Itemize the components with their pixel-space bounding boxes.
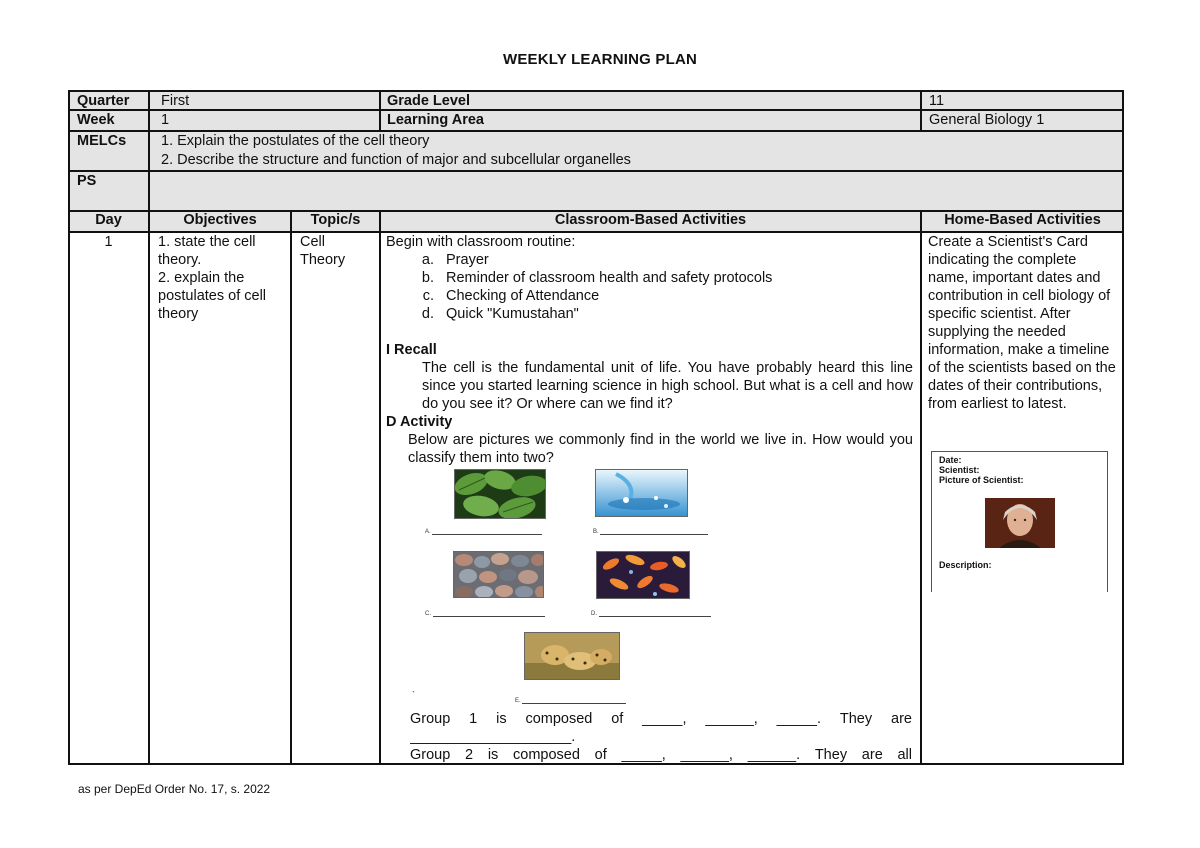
group1-sentence — [410, 710, 912, 728]
g2-word: is — [487, 747, 499, 763]
g1-word: is — [496, 711, 507, 727]
topics-text — [300, 233, 378, 269]
g2-word: are — [861, 747, 883, 763]
label-a-text: A. — [425, 529, 431, 535]
objectives-text — [158, 233, 288, 323]
col-classroom: Classroom-Based Activities — [554, 212, 747, 228]
g1-word: Group — [410, 711, 451, 727]
melcs-label: MELCs — [77, 133, 127, 149]
week-value: 1 — [161, 112, 170, 128]
recall-heading: I Recall — [386, 342, 437, 358]
g2-word: They — [814, 747, 848, 763]
col-day: Day — [95, 212, 122, 228]
objective-line: 2. explain the — [158, 270, 245, 286]
label-c — [425, 610, 545, 617]
card-picture-label: Picture of Scientist: — [939, 475, 1024, 485]
objective-line: theory — [158, 306, 199, 322]
g2-word: composed — [513, 747, 580, 763]
microbes-image — [596, 551, 690, 599]
card-description: Description: — [939, 560, 992, 570]
label-c-text: C. — [425, 611, 431, 617]
label-a — [425, 528, 542, 535]
page-title: WEEKLY LEARNING PLAN — [502, 51, 698, 68]
g1-word: _____. — [776, 711, 822, 727]
melc-2: 2. Describe the structure and function of major and subcellular organelles — [161, 152, 631, 168]
quarter-value: First — [161, 93, 190, 109]
topic-line: Theory — [300, 252, 346, 268]
routine-item: b. Reminder of classroom health and safety protocols — [438, 269, 913, 287]
g2-word: _____, — [621, 747, 666, 763]
cheetahs-image — [524, 632, 620, 680]
activity-text: Below are pictures we commonly find in the world we live in. How would you classify them into two? — [408, 432, 913, 466]
routine-list — [386, 251, 913, 323]
area-value: General Biology 1 — [929, 112, 1045, 128]
g1-word: composed — [525, 711, 593, 727]
scientist-portrait — [985, 498, 1055, 548]
week-label: Week — [77, 112, 115, 128]
g2-word: of — [594, 747, 607, 763]
scientist-card — [931, 451, 1108, 592]
label-b — [593, 528, 708, 535]
routine-item: a. Prayer — [438, 251, 913, 269]
footer-note: as per DepEd Order No. 17, s. 2022 — [78, 782, 271, 796]
col-home: Home-Based Activities — [944, 212, 1101, 228]
grade-label: Grade Level — [387, 93, 471, 109]
g2-word: ______. — [747, 747, 801, 763]
label-e-text: E. — [515, 698, 521, 704]
water-image — [595, 469, 688, 517]
col-objectives: Objectives — [183, 212, 257, 228]
card-date: Date: — [939, 455, 962, 465]
g1-word: of — [611, 711, 624, 727]
stones-image — [453, 551, 544, 598]
g2-word: ______, — [680, 747, 733, 763]
col-topics: Topic/s — [310, 212, 361, 228]
area-label: Learning Area — [387, 112, 484, 128]
objective-line: theory. — [158, 252, 202, 268]
recall-text: The cell is the fundamental unit of life. You have probably heard this line since you started learning science in high school. But what is a cell and how do you see it? Or where can we find it? — [422, 360, 913, 412]
quarter-label: Quarter — [77, 93, 130, 109]
label-d — [591, 610, 711, 617]
melc-1: 1. Explain the postulates of the cell theory — [161, 133, 430, 149]
g1-word: They — [839, 711, 873, 727]
g1-word: ______, — [705, 711, 758, 727]
activity-heading: D Activity — [386, 414, 453, 430]
label-e — [515, 697, 626, 704]
ps-label: PS — [77, 173, 97, 189]
g1-word: 1 — [469, 711, 478, 727]
grade-value: 11 — [929, 93, 945, 109]
routine-intro: Begin with classroom routine: — [386, 234, 576, 250]
g2-word: all — [897, 747, 912, 763]
g2-word: 2 — [465, 747, 474, 763]
day-value: 1 — [104, 234, 113, 250]
leaves-image — [454, 469, 546, 519]
group2-sentence — [410, 746, 912, 764]
routine-item: c. Checking of Attendance — [438, 287, 913, 305]
objective-line: postulates of cell — [158, 288, 267, 304]
label-b-text: B. — [593, 529, 599, 535]
g1-word: are — [891, 711, 912, 727]
label-d-text: D. — [591, 611, 597, 617]
routine-item: d. Quick "Kumustahan" — [438, 305, 913, 323]
topic-line: Cell — [300, 234, 325, 250]
g1-word: _____, — [642, 711, 687, 727]
objective-line: 1. state the cell — [158, 234, 256, 250]
home-activity-text: Create a Scientist's Card indicating the complete name, important dates and contribution in cell biology of specific scientist. After supplying the needed information, make a timeline of the scientists based on the dates of their contributions, from earliest to latest. — [928, 234, 1116, 412]
group1-continuation: ____________________. — [410, 729, 576, 745]
g2-word: Group — [410, 747, 451, 763]
card-scientist: Scientist: — [939, 465, 980, 475]
stray-mark: ` — [412, 690, 415, 700]
